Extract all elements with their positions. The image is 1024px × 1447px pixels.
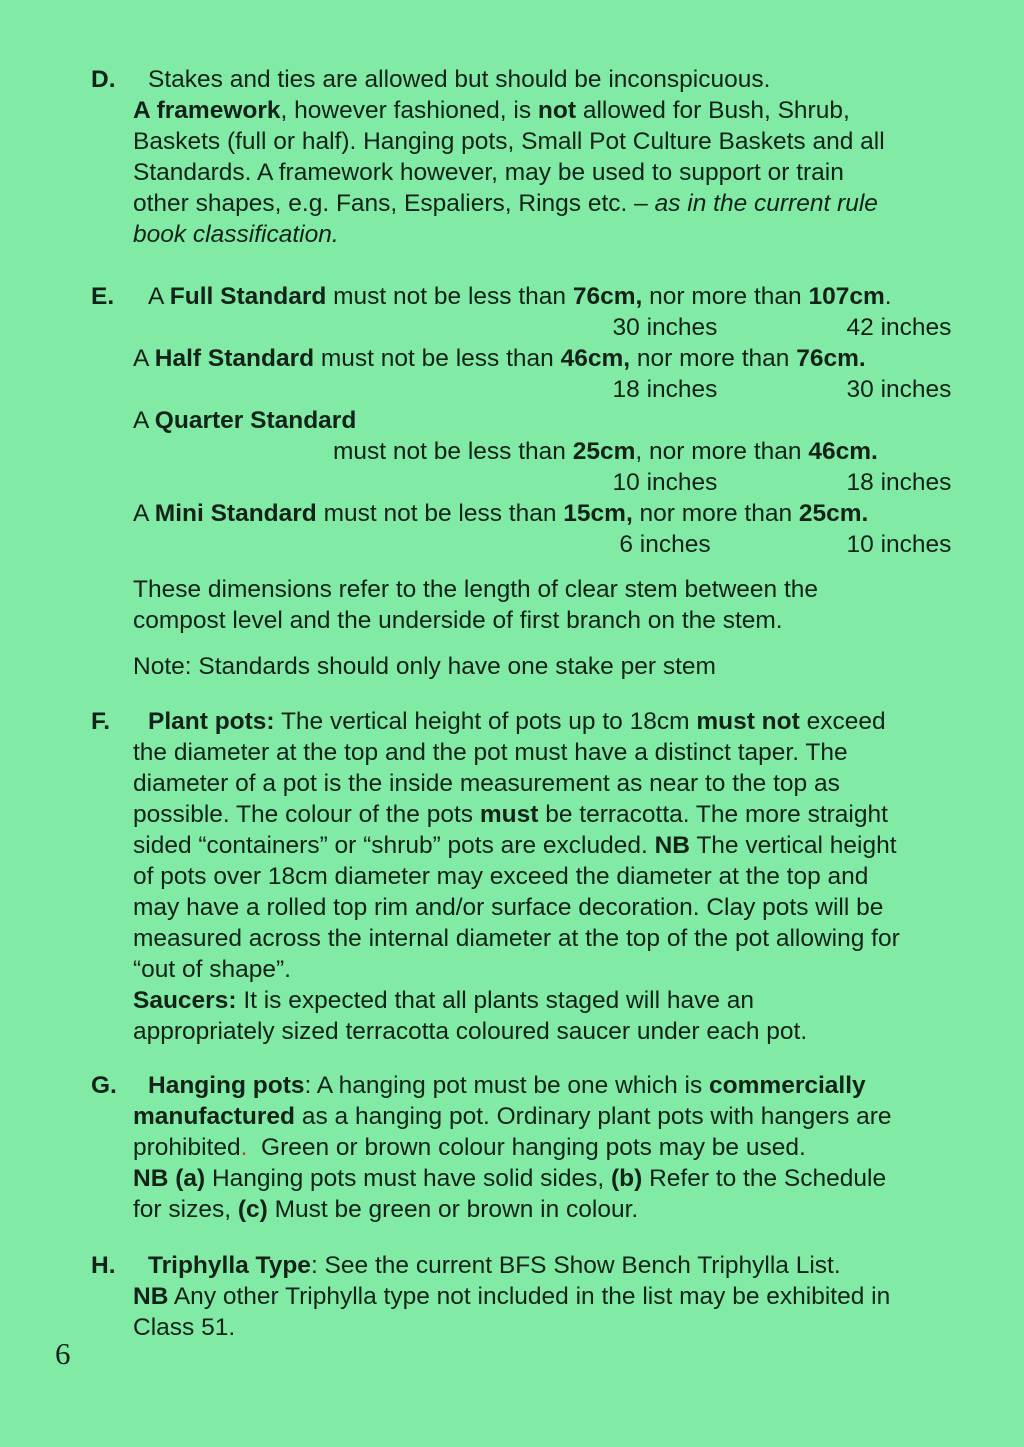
- text-line: [133, 861, 964, 892]
- text-run: nor more than: [642, 283, 809, 310]
- text-run: Plant pots:: [148, 708, 275, 735]
- text-run: 107cm: [808, 283, 885, 310]
- text-run: may have a rolled top rim and/or surface decoration. Clay pots will be: [133, 894, 884, 921]
- text-run: as in the current rule: [654, 190, 878, 217]
- text-run: , nor more than: [635, 438, 809, 465]
- section-letter: [91, 651, 133, 682]
- text-run: must not be less than: [326, 283, 573, 310]
- text-run: of pots over 18cm diameter may exceed the diameter at the top and: [133, 863, 869, 890]
- text-run: Any other Triphylla type not included in the list may be exhibited in: [168, 1283, 891, 1310]
- inches-min-value: 18 inches: [612, 376, 718, 403]
- text-run: Green or brown colour hanging pots may be used.: [247, 1134, 806, 1161]
- text-line: [133, 95, 964, 126]
- text-run: : See the current BFS Show Bench Triphylla List.: [310, 1252, 841, 1279]
- text-run: “out of shape”.: [133, 956, 291, 983]
- inches-max-value: 10 inches: [846, 531, 952, 558]
- page-number: 6: [55, 1336, 71, 1371]
- text-run: Hanging pots: [148, 1072, 305, 1099]
- text-line: [133, 1163, 964, 1194]
- text-line: [133, 126, 964, 157]
- section-letter: G.: [91, 1072, 117, 1099]
- text-run: sided “containers” or “shrub” pots are excluded.: [133, 832, 655, 859]
- text-run: 15cm,: [563, 500, 633, 527]
- section-body: [133, 574, 964, 636]
- section-body: [133, 1250, 964, 1343]
- section-body: [133, 1070, 964, 1225]
- text-run: Standards. A framework however, may be used to support or train: [133, 159, 844, 186]
- text-line: [133, 574, 964, 605]
- section-body: [133, 706, 964, 1047]
- text-run: A: [133, 500, 155, 527]
- section-body: [133, 281, 964, 560]
- text-run: Note: Standards should only have one stake per stem: [133, 653, 716, 680]
- text-line: [133, 281, 964, 312]
- text-run: NB: [654, 832, 690, 859]
- section-letter: [91, 574, 133, 636]
- text-line: [133, 651, 964, 682]
- text-line: [133, 830, 964, 861]
- text-line: [133, 157, 964, 188]
- text-run: compost level and the underside of first branch on the stem.: [133, 607, 783, 634]
- text-line: [133, 343, 964, 374]
- text-run: appropriately sized terracotta coloured saucer under each pot.: [133, 1018, 808, 1045]
- text-run: commercially: [709, 1072, 866, 1099]
- inches-max-value: 18 inches: [846, 469, 952, 496]
- text-run: must not: [696, 708, 800, 735]
- text-line: [133, 954, 964, 985]
- text-run: Stakes and ties are allowed but should be inconspicuous.: [148, 66, 771, 93]
- inches-min-value: 30 inches: [612, 314, 718, 341]
- text-line: [133, 923, 964, 954]
- section-E: [91, 281, 964, 560]
- text-run: NB: [133, 1283, 169, 1310]
- text-run: .: [240, 1134, 248, 1161]
- text-run: manufactured: [133, 1103, 296, 1130]
- section-stem-dimensions: [91, 574, 964, 636]
- text-line: [133, 1070, 964, 1101]
- text-run: book classification.: [133, 221, 339, 248]
- measurement-line: [133, 374, 964, 405]
- text-line: [133, 605, 964, 636]
- text-run: the diameter at the top and the pot must have a distinct taper. The: [133, 739, 848, 766]
- text-line: [133, 1194, 964, 1225]
- text-line: [133, 1101, 964, 1132]
- text-run: (b): [610, 1165, 643, 1192]
- text-run: for sizes,: [133, 1196, 238, 1223]
- measurement-line: [133, 467, 964, 498]
- text-run: A: [133, 407, 155, 434]
- text-line: [133, 1016, 964, 1047]
- text-run: (c): [237, 1196, 268, 1223]
- section-letter: D.: [91, 66, 116, 93]
- text-line: [133, 737, 964, 768]
- text-run: Mini Standard: [154, 500, 317, 527]
- text-run: NB (a): [133, 1165, 206, 1192]
- text-line: [133, 1312, 964, 1343]
- text-run: possible. The colour of the pots: [133, 801, 480, 828]
- text-run: These dimensions refer to the length of clear stem between the: [133, 576, 819, 603]
- measurement-line: [133, 529, 964, 560]
- text-run: must not be less than: [316, 500, 564, 527]
- text-run: Half Standard: [154, 345, 315, 372]
- text-run: Quarter Standard: [154, 407, 357, 434]
- text-run: Saucers:: [133, 987, 237, 1014]
- section-G: [91, 1070, 964, 1225]
- text-line: [133, 1250, 964, 1281]
- text-line: [133, 219, 964, 250]
- section-D: [91, 64, 964, 250]
- text-run: must not be less than: [314, 345, 561, 372]
- text-run: must: [479, 801, 539, 828]
- text-run: The vertical height: [689, 832, 897, 859]
- inches-min-value: 6 inches: [619, 531, 711, 558]
- text-run: A: [148, 283, 170, 310]
- inches-max-value: 30 inches: [846, 376, 952, 403]
- text-line: [133, 706, 964, 737]
- text-run: exceed: [799, 708, 886, 735]
- section-body: [133, 64, 964, 250]
- text-run: measured across the internal diameter at the top of the pot allowing for: [133, 925, 900, 952]
- inches-max-value: 42 inches: [846, 314, 952, 341]
- inches-min-value: 10 inches: [612, 469, 718, 496]
- text-run: Baskets (full or half). Hanging pots, Small Pot Culture Baskets and all: [133, 128, 885, 155]
- document-body: [91, 64, 964, 1343]
- text-run: 46cm,: [560, 345, 631, 372]
- text-line: [133, 768, 964, 799]
- text-run: other shapes, e.g. Fans, Espaliers, Rings etc. –: [133, 190, 655, 217]
- text-run: Triphylla Type: [148, 1252, 311, 1279]
- text-run: be terracotta. The more straight: [538, 801, 888, 828]
- section-letter: H.: [91, 1252, 116, 1279]
- text-line: [133, 1281, 964, 1312]
- section-F: [91, 706, 964, 1047]
- section-body: [133, 651, 964, 682]
- text-run: A: [133, 345, 155, 372]
- text-line: [133, 498, 964, 529]
- text-run: Refer to the Schedule: [642, 1165, 887, 1192]
- measurement-line: [133, 312, 964, 343]
- text-run: Must be green or brown in colour.: [267, 1196, 639, 1223]
- text-run: .: [884, 283, 892, 310]
- text-line: [133, 188, 964, 219]
- text-run: nor more than: [630, 345, 797, 372]
- text-run: 46cm.: [808, 438, 878, 465]
- section-stake-note: [91, 651, 964, 682]
- text-run: 76cm.: [796, 345, 866, 372]
- text-run: prohibited: [133, 1134, 241, 1161]
- text-run: Class 51.: [133, 1314, 236, 1341]
- section-letter: E.: [91, 283, 115, 310]
- text-run: 76cm,: [572, 283, 643, 310]
- text-run: as a hanging pot. Ordinary plant pots with hangers are: [295, 1103, 892, 1130]
- text-run: 25cm: [572, 438, 636, 465]
- text-line: [133, 892, 964, 923]
- section-H: [91, 1250, 964, 1343]
- text-run: Full Standard: [169, 283, 327, 310]
- text-line: [133, 799, 964, 830]
- text-line: [133, 985, 964, 1016]
- text-line: [133, 436, 964, 467]
- text-run: nor more than: [632, 500, 799, 527]
- text-line: [133, 64, 964, 95]
- section-letter: F.: [91, 708, 111, 735]
- text-run: not: [537, 97, 577, 124]
- text-run: The vertical height of pots up to 18cm: [274, 708, 697, 735]
- text-run: allowed for Bush, Shrub,: [576, 97, 850, 124]
- text-run: It is expected that all plants staged will have an: [236, 987, 755, 1014]
- text-line: [133, 405, 964, 436]
- text-run: A framework: [133, 97, 281, 124]
- text-run: must not be less than: [333, 438, 573, 465]
- text-run: : A hanging pot must be one which is: [304, 1072, 710, 1099]
- text-run: 25cm.: [798, 500, 869, 527]
- text-line: [133, 1132, 964, 1163]
- text-run: , however fashioned, is: [280, 97, 538, 124]
- text-run: Hanging pots must have solid sides,: [205, 1165, 611, 1192]
- text-run: diameter of a pot is the inside measurement as near to the top as: [133, 770, 840, 797]
